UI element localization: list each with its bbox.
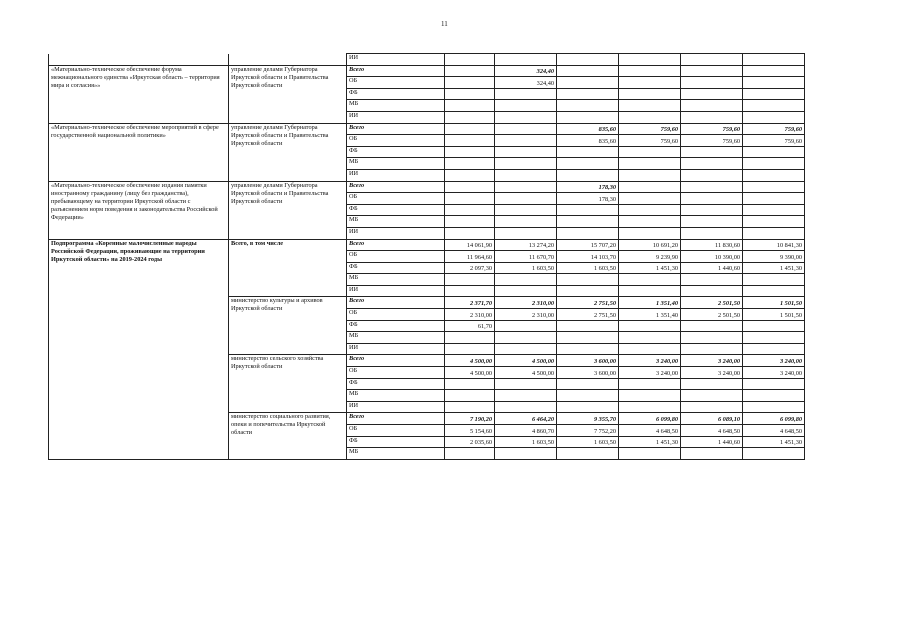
- amount-cell: [743, 100, 805, 112]
- amount-cell: [619, 100, 681, 112]
- amount-cell: [495, 135, 557, 147]
- amount-cell: [743, 343, 805, 355]
- amount-cell: 11 830,60: [681, 239, 743, 251]
- amount-cell: [619, 332, 681, 344]
- executor-cell: министерство сельского хозяйства Иркутской области: [229, 355, 347, 413]
- amount-cell: 3 240,00: [681, 367, 743, 379]
- amount-cell: 61,70: [445, 320, 495, 332]
- amount-cell: 6 099,80: [619, 413, 681, 425]
- amount-cell: [445, 181, 495, 193]
- amount-cell: [445, 123, 495, 135]
- amount-cell: [495, 448, 557, 460]
- amount-cell: [495, 193, 557, 205]
- funding-source-cell: Всего: [347, 239, 445, 251]
- funding-source-cell: Всего: [347, 413, 445, 425]
- amount-cell: [743, 274, 805, 286]
- funding-source-cell: ФБ: [347, 320, 445, 332]
- amount-cell: [495, 378, 557, 390]
- amount-cell: [681, 448, 743, 460]
- amount-cell: [557, 448, 619, 460]
- amount-cell: [681, 378, 743, 390]
- funding-source-cell: ОБ: [347, 367, 445, 379]
- amount-cell: [495, 204, 557, 216]
- amount-cell: [743, 146, 805, 158]
- amount-cell: 1 603,50: [557, 262, 619, 274]
- amount-cell: [495, 216, 557, 228]
- amount-cell: [681, 390, 743, 402]
- amount-cell: [445, 285, 495, 297]
- amount-cell: [743, 378, 805, 390]
- amount-cell: [681, 88, 743, 100]
- amount-cell: [495, 54, 557, 66]
- amount-cell: 324,40: [495, 77, 557, 89]
- funding-source-cell: ИИ: [347, 285, 445, 297]
- amount-cell: 4 860,70: [495, 425, 557, 437]
- executor-cell: управление делами Губернатора Иркутской области и Правительства Иркутской области: [229, 123, 347, 181]
- funding-source-cell: ФБ: [347, 204, 445, 216]
- amount-cell: [495, 390, 557, 402]
- amount-cell: [495, 320, 557, 332]
- amount-cell: 1 451,30: [743, 262, 805, 274]
- amount-cell: [495, 274, 557, 286]
- table-row: [49, 181, 805, 193]
- funding-source-cell: МБ: [347, 158, 445, 170]
- amount-cell: 1 501,50: [743, 309, 805, 321]
- amount-cell: 1 351,40: [619, 309, 681, 321]
- amount-cell: 759,60: [681, 123, 743, 135]
- amount-cell: [557, 54, 619, 66]
- amount-cell: [681, 401, 743, 413]
- amount-cell: [681, 227, 743, 239]
- funding-source-cell: МБ: [347, 390, 445, 402]
- amount-cell: [619, 88, 681, 100]
- amount-cell: 1 603,50: [495, 262, 557, 274]
- amount-cell: 14 103,70: [557, 251, 619, 263]
- amount-cell: [445, 343, 495, 355]
- funding-source-cell: ИИ: [347, 401, 445, 413]
- amount-cell: [619, 378, 681, 390]
- amount-cell: [445, 54, 495, 66]
- amount-cell: [743, 77, 805, 89]
- amount-cell: [557, 390, 619, 402]
- amount-cell: 2 310,00: [445, 309, 495, 321]
- amount-cell: [743, 401, 805, 413]
- amount-cell: [681, 285, 743, 297]
- executor-cell: управление делами Губернатора Иркутской области и Правительства Иркутской области: [229, 181, 347, 239]
- table-row: [49, 239, 805, 251]
- amount-cell: [495, 169, 557, 181]
- amount-cell: 9 239,90: [619, 251, 681, 263]
- amount-cell: 7 190,20: [445, 413, 495, 425]
- amount-cell: [495, 123, 557, 135]
- amount-cell: [619, 448, 681, 460]
- funding-source-cell: ОБ: [347, 309, 445, 321]
- amount-cell: [557, 158, 619, 170]
- amount-cell: [619, 390, 681, 402]
- amount-cell: [743, 158, 805, 170]
- amount-cell: 1 603,50: [495, 436, 557, 448]
- amount-cell: 4 500,00: [445, 355, 495, 367]
- amount-cell: [557, 332, 619, 344]
- amount-cell: 7 752,20: [557, 425, 619, 437]
- amount-cell: 14 061,90: [445, 239, 495, 251]
- empty-exec-cell: [229, 54, 347, 66]
- amount-cell: 10 841,30: [743, 239, 805, 251]
- amount-cell: 6 464,20: [495, 413, 557, 425]
- amount-cell: 2 751,50: [557, 309, 619, 321]
- amount-cell: [619, 193, 681, 205]
- amount-cell: [445, 227, 495, 239]
- table-body: [49, 54, 805, 460]
- amount-cell: 15 707,20: [557, 239, 619, 251]
- amount-cell: 1 501,50: [743, 297, 805, 309]
- amount-cell: 4 500,00: [495, 367, 557, 379]
- amount-cell: 3 600,00: [557, 355, 619, 367]
- amount-cell: [743, 216, 805, 228]
- amount-cell: [557, 216, 619, 228]
- amount-cell: [619, 320, 681, 332]
- funding-source-cell: ОБ: [347, 193, 445, 205]
- amount-cell: 9 390,00: [743, 251, 805, 263]
- amount-cell: [681, 77, 743, 89]
- amount-cell: 10 390,00: [681, 251, 743, 263]
- funding-source-cell: ФБ: [347, 262, 445, 274]
- amount-cell: 759,60: [619, 135, 681, 147]
- funding-source-cell: ФБ: [347, 436, 445, 448]
- amount-cell: [557, 169, 619, 181]
- amount-cell: [681, 158, 743, 170]
- funding-source-cell: Всего: [347, 181, 445, 193]
- amount-cell: [619, 77, 681, 89]
- amount-cell: [743, 54, 805, 66]
- amount-cell: 759,60: [743, 135, 805, 147]
- amount-cell: [557, 77, 619, 89]
- amount-cell: [681, 65, 743, 77]
- amount-cell: [445, 193, 495, 205]
- amount-cell: [619, 343, 681, 355]
- amount-cell: 3 240,00: [619, 355, 681, 367]
- amount-cell: [619, 285, 681, 297]
- amount-cell: [495, 100, 557, 112]
- funding-source-cell: ИИ: [347, 169, 445, 181]
- amount-cell: [445, 100, 495, 112]
- funding-source-cell: МБ: [347, 448, 445, 460]
- amount-cell: [445, 88, 495, 100]
- amount-cell: [445, 146, 495, 158]
- amount-cell: 11 670,70: [495, 251, 557, 263]
- amount-cell: [681, 343, 743, 355]
- executor-cell: министерство культуры и архивов Иркутской области: [229, 297, 347, 355]
- amount-cell: 1 451,30: [743, 436, 805, 448]
- amount-cell: [557, 146, 619, 158]
- amount-cell: 6 099,80: [743, 413, 805, 425]
- amount-cell: [619, 216, 681, 228]
- amount-cell: [557, 227, 619, 239]
- amount-cell: [681, 193, 743, 205]
- amount-cell: [743, 320, 805, 332]
- amount-cell: 1 440,60: [681, 436, 743, 448]
- amount-cell: [681, 332, 743, 344]
- amount-cell: 4 500,00: [495, 355, 557, 367]
- amount-cell: 759,60: [619, 123, 681, 135]
- amount-cell: [445, 77, 495, 89]
- amount-cell: [557, 378, 619, 390]
- amount-cell: [743, 448, 805, 460]
- amount-cell: 4 648,50: [681, 425, 743, 437]
- event-description: «Материально-техническое обеспечение издания памятки иностранному гражданину (лицу без гражданства), пребывающему на территории Иркутской области с разъяснением норм поведения и законодательства Российской Федерации»: [49, 181, 229, 239]
- amount-cell: 1 451,30: [619, 436, 681, 448]
- amount-cell: 11 964,60: [445, 251, 495, 263]
- funding-source-cell: ИИ: [347, 343, 445, 355]
- amount-cell: 1 351,40: [619, 297, 681, 309]
- amount-cell: [619, 181, 681, 193]
- amount-cell: [495, 285, 557, 297]
- amount-cell: [743, 169, 805, 181]
- amount-cell: [681, 146, 743, 158]
- funding-source-cell: Всего: [347, 65, 445, 77]
- amount-cell: 2 501,50: [681, 297, 743, 309]
- amount-cell: [445, 216, 495, 228]
- amount-cell: [445, 448, 495, 460]
- amount-cell: [445, 204, 495, 216]
- amount-cell: [557, 285, 619, 297]
- amount-cell: [495, 332, 557, 344]
- amount-cell: [681, 216, 743, 228]
- page-number: 11: [441, 20, 448, 28]
- event-description: «Материально-техническое обеспечение мероприятий в сфере государственной национальной политики»: [49, 123, 229, 181]
- amount-cell: [743, 204, 805, 216]
- amount-cell: [681, 320, 743, 332]
- event-description: «Материально-техническое обеспечение форума межнационального единства «Иркутская область – территория мира и согласия»»: [49, 65, 229, 123]
- table-row: [49, 123, 805, 135]
- amount-cell: [495, 111, 557, 123]
- executor-cell: управление делами Губернатора Иркутской области и Правительства Иркутской области: [229, 65, 347, 123]
- amount-cell: 4 648,50: [619, 425, 681, 437]
- amount-cell: [743, 390, 805, 402]
- amount-cell: [445, 169, 495, 181]
- amount-cell: [445, 390, 495, 402]
- table-row: [49, 54, 805, 66]
- amount-cell: [743, 227, 805, 239]
- amount-cell: [743, 65, 805, 77]
- amount-cell: 1 603,50: [557, 436, 619, 448]
- executor-cell: министерство социального развития, опеки и попечительства Иркутской области: [229, 413, 347, 459]
- amount-cell: [495, 146, 557, 158]
- amount-cell: 3 240,00: [743, 367, 805, 379]
- amount-cell: 3 240,00: [681, 355, 743, 367]
- amount-cell: [681, 100, 743, 112]
- amount-cell: 2 035,60: [445, 436, 495, 448]
- amount-cell: [495, 181, 557, 193]
- amount-cell: [743, 193, 805, 205]
- amount-cell: [619, 146, 681, 158]
- amount-cell: 2 310,00: [495, 309, 557, 321]
- funding-source-cell: Всего: [347, 297, 445, 309]
- amount-cell: [445, 158, 495, 170]
- amount-cell: [681, 169, 743, 181]
- amount-cell: [681, 274, 743, 286]
- amount-cell: 178,30: [557, 193, 619, 205]
- amount-cell: [619, 111, 681, 123]
- amount-cell: 13 274,20: [495, 239, 557, 251]
- table-row: [49, 65, 805, 77]
- amount-cell: [743, 285, 805, 297]
- amount-cell: [557, 88, 619, 100]
- amount-cell: [557, 274, 619, 286]
- amount-cell: [557, 100, 619, 112]
- amount-cell: 2 371,70: [445, 297, 495, 309]
- amount-cell: [743, 88, 805, 100]
- funding-source-cell: ИИ: [347, 111, 445, 123]
- funding-source-cell: ФБ: [347, 378, 445, 390]
- funding-source-cell: ФБ: [347, 88, 445, 100]
- amount-cell: 5 154,60: [445, 425, 495, 437]
- amount-cell: 6 089,10: [681, 413, 743, 425]
- amount-cell: 4 648,50: [743, 425, 805, 437]
- amount-cell: [681, 54, 743, 66]
- amount-cell: [681, 204, 743, 216]
- amount-cell: 759,60: [681, 135, 743, 147]
- amount-cell: [495, 88, 557, 100]
- funding-source-cell: ОБ: [347, 77, 445, 89]
- amount-cell: [743, 111, 805, 123]
- amount-cell: 4 500,00: [445, 367, 495, 379]
- funding-source-cell: ОБ: [347, 135, 445, 147]
- amount-cell: 2 501,50: [681, 309, 743, 321]
- event-description: Подпрограмма «Коренные малочисленные народы Российской Федерации, проживающие на территории Иркутской области» на 2019-2024 годы: [49, 239, 229, 459]
- amount-cell: 3 600,00: [557, 367, 619, 379]
- amount-cell: [681, 111, 743, 123]
- funding-source-cell: МБ: [347, 100, 445, 112]
- amount-cell: 9 355,70: [557, 413, 619, 425]
- executor-cell: Всего, в том числе: [229, 239, 347, 297]
- funding-source-cell: Всего: [347, 123, 445, 135]
- amount-cell: 324,40: [495, 65, 557, 77]
- funding-source-cell: МБ: [347, 274, 445, 286]
- funding-source-cell: МБ: [347, 216, 445, 228]
- amount-cell: [445, 378, 495, 390]
- amount-cell: [495, 227, 557, 239]
- budget-table: [48, 53, 805, 460]
- amount-cell: [557, 65, 619, 77]
- amount-cell: [445, 65, 495, 77]
- amount-cell: [445, 332, 495, 344]
- amount-cell: [619, 169, 681, 181]
- amount-cell: 3 240,00: [619, 367, 681, 379]
- amount-cell: 2 751,50: [557, 297, 619, 309]
- amount-cell: [557, 401, 619, 413]
- amount-cell: 178,30: [557, 181, 619, 193]
- amount-cell: [495, 158, 557, 170]
- funding-source-cell: ОБ: [347, 251, 445, 263]
- empty-desc-cell: [49, 54, 229, 66]
- amount-cell: [557, 111, 619, 123]
- amount-cell: 10 691,20: [619, 239, 681, 251]
- amount-cell: [445, 274, 495, 286]
- amount-cell: [743, 332, 805, 344]
- amount-cell: [445, 135, 495, 147]
- amount-cell: [619, 274, 681, 286]
- amount-cell: 1 440,60: [681, 262, 743, 274]
- amount-cell: 2 097,30: [445, 262, 495, 274]
- amount-cell: [445, 401, 495, 413]
- funding-source-cell: ОБ: [347, 425, 445, 437]
- amount-cell: [619, 401, 681, 413]
- amount-cell: 1 451,30: [619, 262, 681, 274]
- funding-source-cell: ИИ: [347, 227, 445, 239]
- amount-cell: [619, 204, 681, 216]
- amount-cell: [619, 158, 681, 170]
- amount-cell: [743, 181, 805, 193]
- amount-cell: [557, 320, 619, 332]
- amount-cell: 2 310,00: [495, 297, 557, 309]
- funding-source-cell: ФБ: [347, 146, 445, 158]
- amount-cell: 835,60: [557, 123, 619, 135]
- amount-cell: [557, 343, 619, 355]
- amount-cell: 835,60: [557, 135, 619, 147]
- amount-cell: 759,60: [743, 123, 805, 135]
- funding-source-cell: ИИ: [347, 54, 445, 66]
- amount-cell: [495, 343, 557, 355]
- funding-source-cell: МБ: [347, 332, 445, 344]
- funding-source-cell: Всего: [347, 355, 445, 367]
- amount-cell: [681, 181, 743, 193]
- amount-cell: [495, 401, 557, 413]
- amount-cell: [445, 111, 495, 123]
- amount-cell: [619, 54, 681, 66]
- amount-cell: [619, 227, 681, 239]
- amount-cell: [557, 204, 619, 216]
- amount-cell: [619, 65, 681, 77]
- amount-cell: 3 240,00: [743, 355, 805, 367]
